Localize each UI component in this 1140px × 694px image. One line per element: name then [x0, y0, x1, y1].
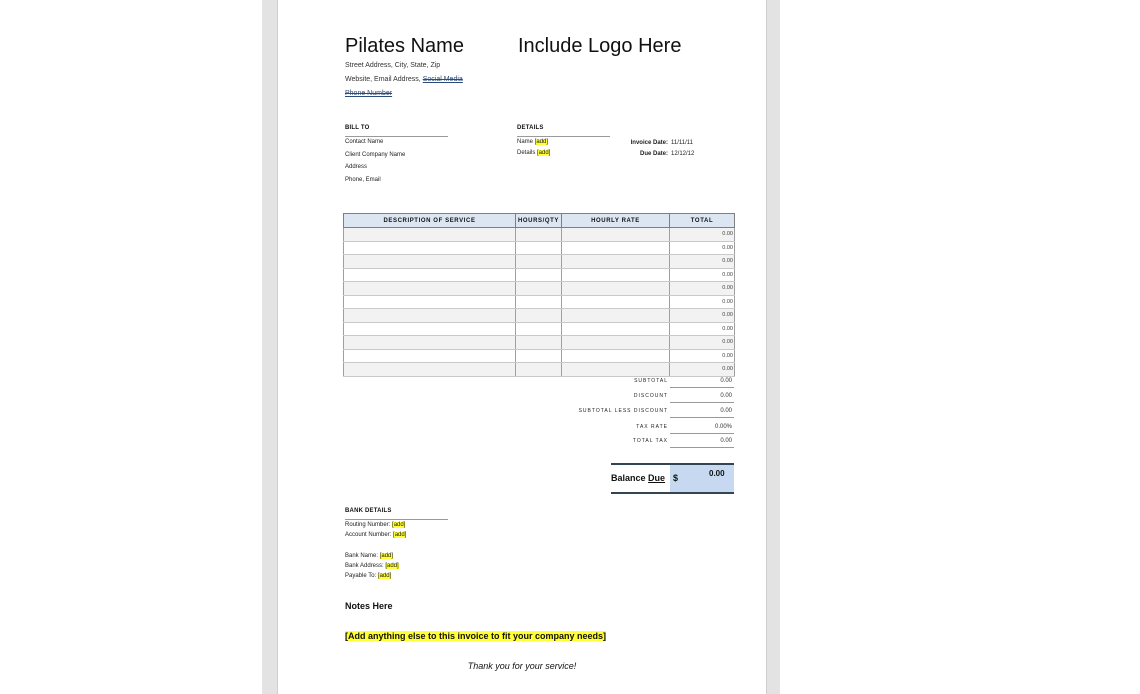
qty-cell[interactable]	[516, 322, 562, 336]
bank-address	[345, 563, 399, 569]
subtotal-label: SUBTOTAL	[634, 378, 668, 384]
table-row	[344, 322, 735, 336]
invoice-date-value: 11/11/11	[671, 140, 694, 146]
rate-cell[interactable]	[562, 349, 670, 363]
payable-add-field[interactable]: [add]	[377, 573, 392, 579]
table-row	[344, 309, 735, 323]
subtotal-row	[578, 375, 734, 389]
details-divider	[517, 136, 610, 137]
description-cell[interactable]	[344, 322, 516, 336]
table-row	[344, 255, 735, 269]
details-name	[517, 139, 548, 145]
table-row	[344, 295, 735, 309]
rate-cell[interactable]	[562, 336, 670, 350]
discount-label: DISCOUNT	[633, 393, 668, 399]
items-header-row	[344, 214, 735, 228]
details-details	[517, 150, 550, 156]
tax-rate-row	[578, 421, 734, 435]
description-cell[interactable]	[344, 255, 516, 269]
routing-number	[345, 522, 405, 528]
routing-add-field[interactable]: [add]	[392, 522, 406, 528]
bank-details-heading: BANK DETAILS	[345, 508, 392, 514]
description-cell[interactable]	[344, 363, 516, 377]
bill-to-contact: Contact Name	[345, 139, 384, 145]
table-row	[344, 228, 735, 242]
phone-number: Phone Number	[345, 90, 393, 97]
rate-cell[interactable]	[562, 295, 670, 309]
qty-cell[interactable]	[516, 282, 562, 296]
total-cell: 0.00	[670, 336, 735, 350]
total-cell: 0.00	[670, 282, 735, 296]
subtotal-less-discount-value: 0.00	[670, 405, 734, 418]
tax-rate-value[interactable]: 0.00%	[670, 421, 734, 434]
name-label: Name	[517, 139, 534, 145]
account-add-field[interactable]: [add]	[393, 532, 407, 538]
due-date-value: 12/12/12	[671, 151, 695, 157]
discount-value[interactable]: 0.00	[670, 390, 734, 403]
bank-name	[345, 553, 393, 559]
qty-cell[interactable]	[516, 349, 562, 363]
business-name: Pilates Name	[345, 35, 464, 57]
rate-cell[interactable]	[562, 309, 670, 323]
logo-placeholder: Include Logo Here	[518, 35, 682, 57]
bill-to-divider	[345, 136, 448, 137]
items-table	[343, 213, 735, 377]
bill-to-phone: Phone, Email	[345, 177, 381, 183]
table-row	[344, 282, 735, 296]
rate-cell[interactable]	[562, 255, 670, 269]
balance-due-block	[611, 463, 734, 494]
total-tax-label: TOTAL TAX	[632, 438, 668, 444]
details-add-field[interactable]: [add]	[537, 150, 551, 156]
routing-label: Routing Number:	[345, 522, 391, 528]
total-cell: 0.00	[670, 268, 735, 282]
qty-cell[interactable]	[516, 336, 562, 350]
total-cell: 0.00	[670, 322, 735, 336]
bill-to-address: Address	[345, 164, 368, 170]
social-media-link[interactable]: Social Media	[422, 76, 463, 83]
qty-cell[interactable]	[516, 255, 562, 269]
details-label: Details	[517, 150, 536, 156]
rate-cell[interactable]	[562, 282, 670, 296]
bank-address-label: Bank Address:	[345, 563, 384, 569]
tax-rate-label: TAX RATE	[636, 424, 668, 430]
table-row	[344, 241, 735, 255]
total-cell: 0.00	[670, 349, 735, 363]
qty-cell[interactable]	[516, 241, 562, 255]
qty-cell[interactable]	[516, 295, 562, 309]
bank-address-add-field[interactable]: [add]	[385, 563, 399, 569]
bill-to-heading: BILL TO	[345, 125, 370, 131]
bill-to-company: Client Company Name	[345, 152, 406, 158]
table-row	[344, 349, 735, 363]
col-total: TOTAL	[670, 214, 735, 228]
rate-cell[interactable]	[562, 322, 670, 336]
bank-name-label: Bank Name:	[345, 553, 379, 559]
qty-cell[interactable]	[516, 309, 562, 323]
balance-currency: $	[673, 473, 679, 483]
rate-cell[interactable]	[562, 241, 670, 255]
description-cell[interactable]	[344, 295, 516, 309]
details-heading: DETAILS	[517, 125, 544, 131]
description-cell[interactable]	[344, 282, 516, 296]
table-row	[344, 268, 735, 282]
thank-you-message: Thank you for your service!	[467, 661, 577, 671]
rate-cell[interactable]	[562, 268, 670, 282]
bank-details-divider	[345, 519, 448, 520]
description-cell[interactable]	[344, 241, 516, 255]
due-date-label: Due Date:	[639, 151, 668, 157]
discount-row	[578, 390, 734, 404]
col-hourly-rate: HOURLY RATE	[562, 214, 670, 228]
col-hours-qty: HOURS/QTY	[516, 214, 562, 228]
description-cell[interactable]	[344, 336, 516, 350]
description-cell[interactable]	[344, 228, 516, 242]
payable-label: Payable To:	[345, 573, 377, 579]
table-row	[344, 363, 735, 377]
balance-due-word: Due	[648, 473, 666, 483]
total-cell: 0.00	[670, 255, 735, 269]
total-cell: 0.00	[670, 295, 735, 309]
account-number	[345, 532, 406, 538]
subtotal-less-discount-row	[578, 405, 734, 419]
total-tax-row	[578, 435, 734, 449]
qty-cell[interactable]	[516, 228, 562, 242]
total-cell: 0.00	[670, 241, 735, 255]
description-cell[interactable]	[344, 268, 516, 282]
balance-label	[611, 473, 665, 483]
description-cell[interactable]	[344, 349, 516, 363]
qty-cell[interactable]	[516, 363, 562, 377]
rate-cell[interactable]	[562, 363, 670, 377]
balance-prefix: Balance	[611, 473, 646, 483]
name-add-field[interactable]: [add]	[534, 139, 549, 145]
total-cell: 0.00	[670, 228, 735, 242]
total-tax-value: 0.00	[670, 435, 734, 448]
account-label: Account Number:	[345, 532, 392, 538]
rate-cell[interactable]	[562, 228, 670, 242]
total-cell: 0.00	[670, 363, 735, 377]
contact-text: Website, Email Address,	[345, 76, 421, 83]
qty-cell[interactable]	[516, 268, 562, 282]
bank-name-add-field[interactable]: [add]	[379, 553, 394, 559]
table-row	[344, 336, 735, 350]
subtotal-less-discount-label: SUBTOTAL LESS DISCOUNT	[578, 408, 668, 414]
address-line: Street Address, City, State, Zip	[345, 62, 441, 69]
custom-notes-text[interactable]: [Add anything else to this invoice to fit your company needs]	[345, 631, 607, 641]
invoice-page	[277, 0, 767, 694]
total-cell: 0.00	[670, 309, 735, 323]
payable-to	[345, 573, 391, 579]
subtotal-value: 0.00	[670, 375, 734, 388]
description-cell[interactable]	[344, 309, 516, 323]
notes-heading: Notes Here	[345, 601, 393, 611]
contact-line	[345, 76, 463, 83]
col-description: DESCRIPTION OF SERVICE	[344, 214, 516, 228]
balance-amount: 0.00	[709, 469, 725, 478]
invoice-date-label: Invoice Date:	[630, 140, 668, 146]
